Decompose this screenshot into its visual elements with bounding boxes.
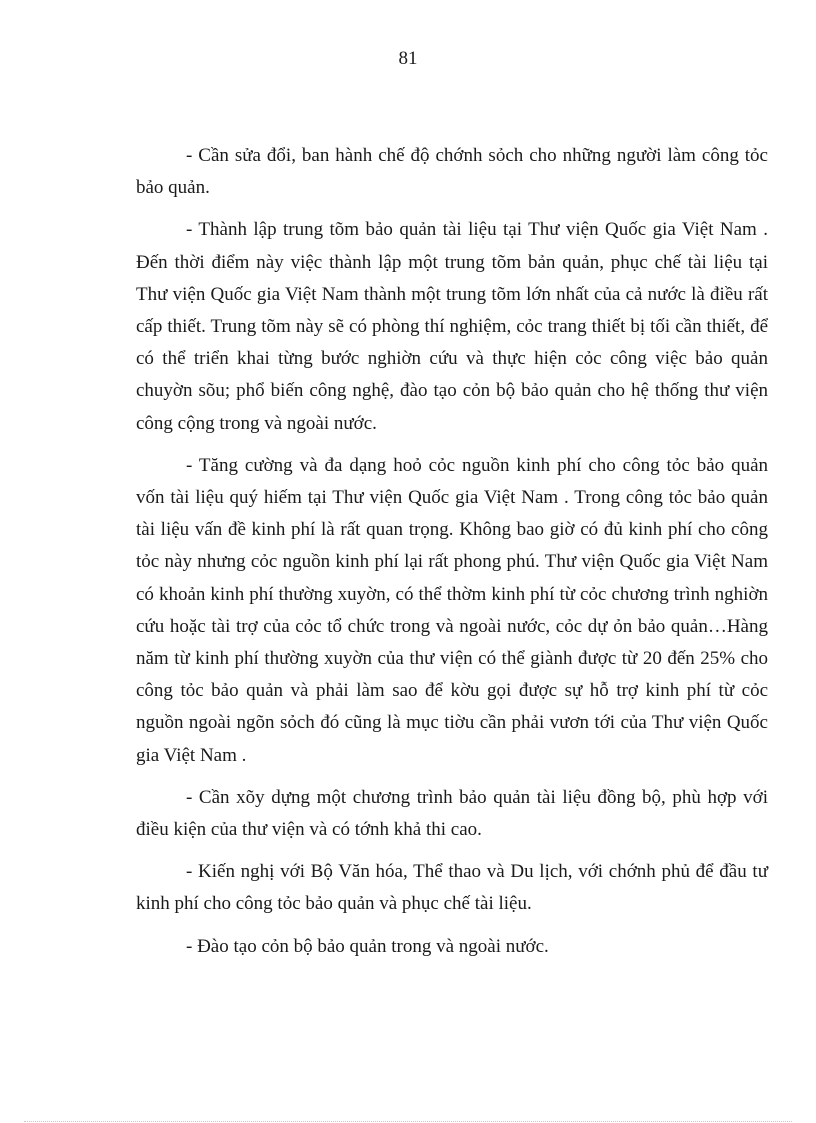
paragraph-training: - Đào tạo cỏn bộ bảo quản trong và ngoài nước. (186, 935, 549, 957)
paragraph-policy: - Cần sửa đổi, ban hành chế độ chớnh sỏch cho những người làm công tỏc bảo quản. (136, 145, 768, 199)
paragraph-program: - Cần xõy dựng một chương trình bảo quản tài liệu đồng bộ, phù hợp với điều kiện của thư viện và có tớnh khả thi cao. (136, 786, 768, 841)
page-bottom-rule (24, 1121, 792, 1122)
paragraph-funding: - Tăng cường và đa dạng hoỏ cỏc nguồn kinh phí cho công tỏc bảo quản vốn tài liệu quý hiếm tại Thư viện Quốc gia Việt Nam . Trong công tỏc bảo quản tài liệu vấn đề kinh phí là rất quan trọng. Không bao giờ có đủ kinh phí cho công tỏc này nhưng cỏc nguồn kinh phí lại rất phong phú. Thư viện Quốc gia Việt Nam có khoản kinh phí thường xuyờn, có thể thờm kinh phí từ cỏc chương trình nghiờn cứu hoặc tài trợ của cỏc tổ chức trong và ngoài nước, cỏc dự ỏn bảo quản…Hàng năm từ kinh phí thường xuyờn của thư viện có thể giành được từ 20 đến 25% cho công tỏc bảo quản và phải làm sao để kờu gọi được sự hỗ trợ kinh phí từ cỏc nguồn ngoài ngõn sỏch đó cũng là mục tiờu cần phải vươn tới của Thư viện Quốc gia Việt Nam . (136, 454, 768, 766)
page-number: 81 (398, 48, 418, 69)
document-body (136, 140, 768, 973)
paragraph-ministry-proposal: - Kiến nghị với Bộ Văn hóa, Thể thao và Du lịch, với chớnh phủ để đầu tư kinh phí cho công tỏc bảo quản và phục chế tài liệu. (136, 861, 768, 915)
paragraph-preservation-center: - Thành lập trung tõm bảo quản tài liệu tại Thư viện Quốc gia Việt Nam . Đến thời điểm này việc thành lập một trung tõm bản quản, phục chế tài liệu tại Thư viện Quốc gia Việt Nam thành một trung tõm lớn nhất của cả nước là điều rất cấp thiết. Trung tõm này sẽ có phòng thí nghiệm, cỏc trang thiết bị tối cần thiết, để có thể triển khai từng bước nghiờn cứu và thực hiện cỏc công việc bảo quản chuyờn sõu; phổ biến công nghệ, đào tạo cỏn bộ bảo quản cho hệ thống thư viện công cộng trong và ngoài nước. (136, 219, 768, 434)
